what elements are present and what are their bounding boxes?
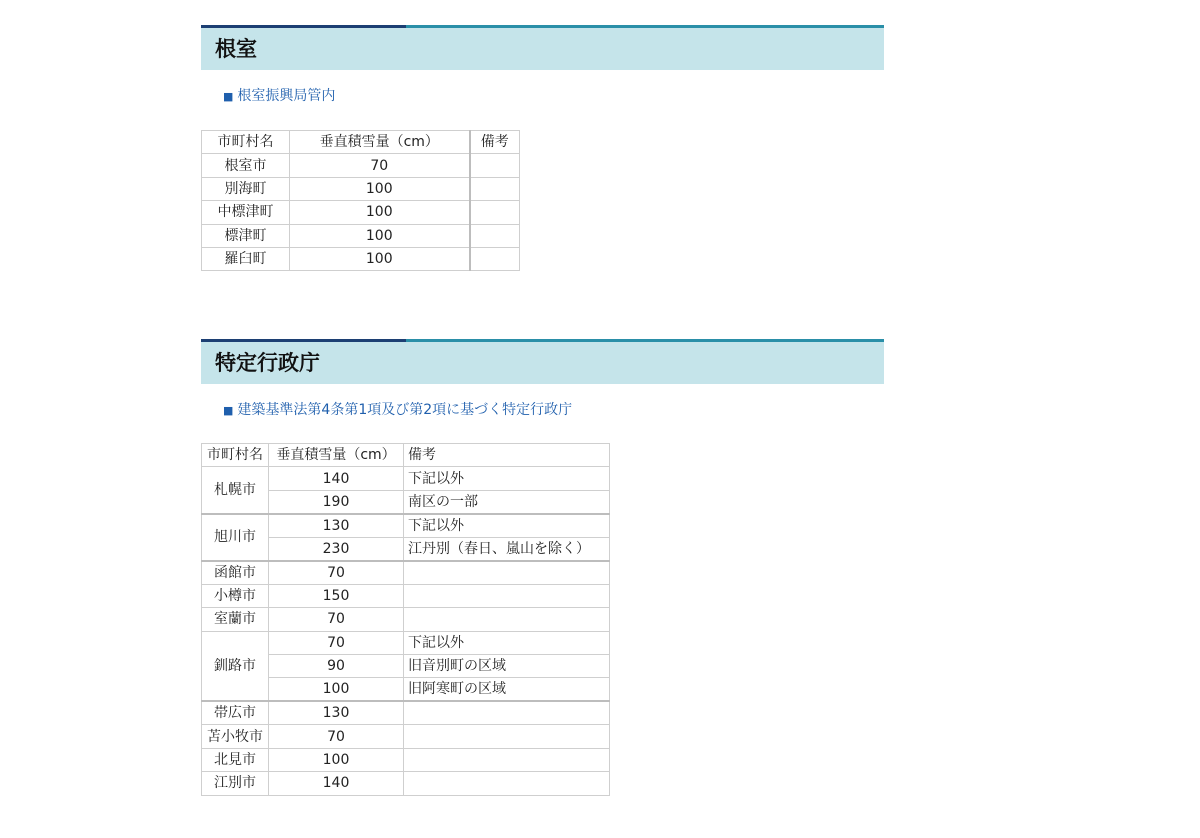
municipality-cell: 室蘭市 [202, 608, 269, 631]
table-row [202, 154, 520, 177]
municipality-cell: 北見市 [202, 748, 269, 771]
municipality-cell: 旭川市 [202, 514, 269, 561]
section-header [201, 25, 884, 70]
table-row [202, 561, 610, 585]
snow-depth-cell: 140 [269, 772, 404, 795]
remarks-cell: 旧音別町の区域 [404, 654, 610, 677]
header-accent-bar [201, 339, 406, 342]
header-accent-bar [201, 25, 406, 28]
sub-link[interactable] [223, 401, 884, 420]
remarks-cell [404, 701, 610, 725]
snow-depth-cell: 100 [290, 247, 470, 270]
snow-depth-cell: 90 [269, 654, 404, 677]
municipality-cell: 函館市 [202, 561, 269, 585]
col-header-municipality: 市町村名 [202, 131, 290, 154]
snow-depth-cell: 100 [290, 201, 470, 224]
table-row [202, 201, 520, 224]
table-row [202, 177, 520, 200]
snow-depth-cell: 70 [269, 725, 404, 748]
municipality-cell: 中標津町 [202, 201, 290, 224]
remarks-cell: 江丹別（春日、嵐山を除く） [404, 537, 610, 561]
snow-depth-cell: 100 [290, 177, 470, 200]
remarks-cell [404, 584, 610, 607]
table-row [202, 725, 610, 748]
snow-depth-cell: 70 [290, 154, 470, 177]
table-row [202, 224, 520, 247]
remarks-cell: 下記以外 [404, 467, 610, 490]
table-row [202, 467, 610, 490]
municipality-cell: 江別市 [202, 772, 269, 795]
section-title: 特定行政庁 [215, 351, 320, 375]
municipality-cell: 苫小牧市 [202, 725, 269, 748]
snow-table-nemuro [201, 130, 520, 271]
section-designated-authority [201, 339, 884, 792]
remarks-cell [470, 154, 520, 177]
snow-depth-cell: 140 [269, 467, 404, 490]
snow-depth-cell: 100 [269, 748, 404, 771]
remarks-cell [470, 247, 520, 270]
table-row [202, 514, 610, 538]
municipality-cell: 帯広市 [202, 701, 269, 725]
municipality-cell: 根室市 [202, 154, 290, 177]
snow-depth-cell: 190 [269, 490, 404, 514]
remarks-cell: 下記以外 [404, 514, 610, 538]
section-nemuro [201, 25, 884, 268]
snow-depth-cell: 150 [269, 584, 404, 607]
section-header [201, 339, 884, 384]
table-row [202, 701, 610, 725]
municipality-cell: 羅臼町 [202, 247, 290, 270]
table-row [202, 247, 520, 270]
remarks-cell [470, 224, 520, 247]
remarks-cell [404, 748, 610, 771]
municipality-cell: 札幌市 [202, 467, 269, 514]
remarks-cell [404, 561, 610, 585]
snow-depth-cell: 70 [269, 561, 404, 585]
remarks-cell [404, 608, 610, 631]
col-header-remarks: 備考 [470, 131, 520, 154]
table-row [202, 772, 610, 795]
municipality-cell: 標津町 [202, 224, 290, 247]
municipality-cell: 小樽市 [202, 584, 269, 607]
municipality-cell: 釧路市 [202, 631, 269, 701]
remarks-cell [404, 772, 610, 795]
remarks-cell [470, 177, 520, 200]
snow-depth-cell: 70 [269, 608, 404, 631]
table-row [202, 631, 610, 654]
sub-link[interactable] [223, 87, 884, 106]
section-title: 根室 [215, 37, 257, 61]
snow-depth-cell: 100 [269, 678, 404, 702]
sub-link-label[interactable]: 根室振興局管内 [237, 88, 336, 104]
snow-depth-cell: 130 [269, 701, 404, 725]
table-header-row [202, 131, 520, 154]
snow-depth-cell: 130 [269, 514, 404, 538]
table-row [202, 584, 610, 607]
snow-table-designated [201, 443, 610, 796]
sub-link-label[interactable]: 建築基準法第4条第1項及び第2項に基づく特定行政庁 [237, 402, 573, 418]
remarks-cell: 旧阿寒町の区域 [404, 678, 610, 702]
square-bullet-icon: ■ [223, 404, 234, 417]
col-header-municipality: 市町村名 [202, 444, 269, 467]
remarks-cell [470, 201, 520, 224]
square-bullet-icon: ■ [223, 90, 234, 103]
snow-depth-cell: 70 [269, 631, 404, 654]
col-header-remarks: 備考 [404, 444, 610, 467]
remarks-cell: 南区の一部 [404, 490, 610, 514]
remarks-cell [404, 725, 610, 748]
table-row [202, 608, 610, 631]
snow-depth-cell: 100 [290, 224, 470, 247]
table-header-row [202, 444, 610, 467]
table-row [202, 748, 610, 771]
col-header-snow-depth: 垂直積雪量（cm） [269, 444, 404, 467]
snow-depth-cell: 230 [269, 537, 404, 561]
remarks-cell: 下記以外 [404, 631, 610, 654]
col-header-snow-depth: 垂直積雪量（cm） [290, 131, 470, 154]
municipality-cell: 別海町 [202, 177, 290, 200]
